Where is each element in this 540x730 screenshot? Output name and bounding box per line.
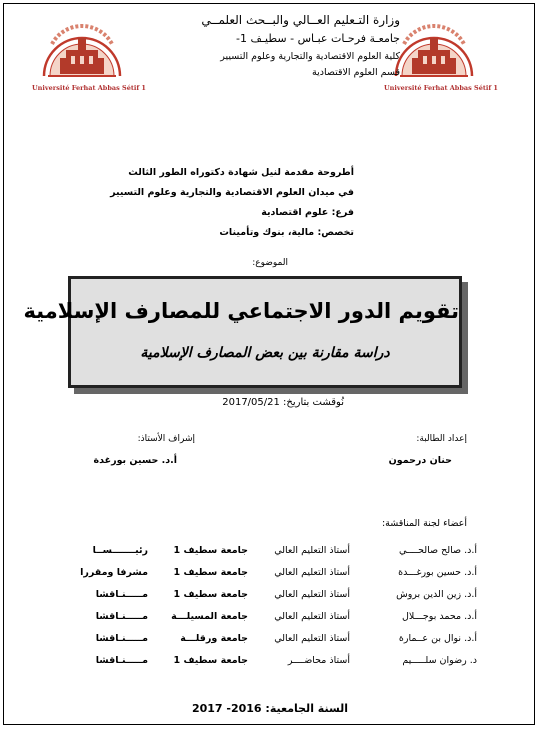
member-rank: أستاذ التعليم العالي xyxy=(274,589,350,600)
committee-row xyxy=(0,567,540,587)
member-role: مـــــنـاقشا xyxy=(95,611,148,622)
thesis-branch: فرع: علوم اقتصادية xyxy=(261,207,354,218)
supervisor-name: أ.د. حسين بورغدة xyxy=(93,455,177,466)
logo-caption: Université Ferhat Abbas Sétif 1 xyxy=(32,84,146,92)
member-institution: جامعة سطيف 1 xyxy=(173,655,248,666)
university-logo-right xyxy=(384,14,498,94)
member-role: مـــــنـاقشا xyxy=(95,655,148,666)
member-name: أ.د. زين الدين بروش xyxy=(396,589,477,600)
thesis-subtitle: دراسة مقارنة بين بعض المصارف الإسلامية xyxy=(140,345,390,361)
thesis-field: في ميدان العلوم الاقتصادية والتجارية وعلوم التسيير xyxy=(110,187,354,198)
thesis-title: تقويم الدور الاجتماعي للمصارف الإسلامية xyxy=(23,299,459,323)
logo-caption: Université Ferhat Abbas Sétif 1 xyxy=(384,84,498,92)
institution-header xyxy=(201,10,400,81)
member-institution: جامعة المسيلـــة xyxy=(171,611,248,622)
member-role: مشرفا ومقررا xyxy=(80,567,148,578)
university-logo-left xyxy=(32,14,146,94)
member-name: أ.د. نوال بن عــمارة xyxy=(398,633,477,644)
prepared-by-label: إعداد الطالبة: xyxy=(416,434,467,444)
defense-date: نُوقشت بتاريخ: 2017/05/21 xyxy=(222,397,344,408)
member-rank: أستاذ التعليم العالي xyxy=(274,545,350,556)
subject-label: الموضوع: xyxy=(252,258,288,268)
committee-row xyxy=(0,589,540,609)
ministry-name: وزارة التـعليم العــالي والبــحث العلمــي xyxy=(201,13,400,27)
member-name: د. رضوان سلـــــيم xyxy=(402,655,477,666)
member-role: مـــــنـاقشا xyxy=(95,589,148,600)
thesis-info xyxy=(110,163,354,243)
academic-year: السنة الجامعية: 2016- 2017 xyxy=(191,702,349,715)
faculty-name: كلية العلوم الاقتصادية والتجارية وعلوم التسيير xyxy=(220,51,400,62)
committee-row xyxy=(0,633,540,653)
member-rank: أستاذ محاضــــر xyxy=(287,655,350,666)
member-name: أ.د. صالح صالحــــي xyxy=(399,545,477,556)
member-institution: جامعة ورقلـــة xyxy=(180,633,248,644)
student-name: حنان درحمون xyxy=(388,455,452,466)
member-rank: أستاذ التعليم العالي xyxy=(274,611,350,622)
member-rank: أستاذ التعليم العالي xyxy=(274,567,350,578)
department-name: قسم العلوم الاقتصادية xyxy=(312,67,400,78)
committee-row xyxy=(0,655,540,675)
thesis-degree: أطروحة مقدمة لنيل شهادة دكتوراه الطور الثالث xyxy=(128,167,354,178)
title-box xyxy=(23,276,462,388)
thesis-specialty: تخصص: مالية، بنوك وتأمينات xyxy=(219,227,354,238)
supervisor-label: إشراف الأستاذ: xyxy=(137,434,195,444)
member-role: رئيـــــــســا xyxy=(92,545,148,556)
member-rank: أستاذ التعليم العالي xyxy=(274,633,350,644)
committee-row xyxy=(0,611,540,631)
member-institution: جامعة سطيف 1 xyxy=(173,545,248,556)
member-name: أ.د. محمد بوجـــلال xyxy=(402,611,477,622)
member-role: مـــــنـاقشا xyxy=(95,633,148,644)
committee-label: أعضاء لجنة المناقشة: xyxy=(381,518,467,529)
university-seal-icon xyxy=(390,14,478,84)
member-institution: جامعة سطيف 1 xyxy=(173,567,248,578)
member-name: أ.د. حسين بورغـــدة xyxy=(398,567,477,578)
university-name: جامعـة فرحـات عبـاس - سطيـف 1- xyxy=(235,32,400,45)
member-institution: جامعة سطيف 1 xyxy=(173,589,248,600)
university-seal-icon xyxy=(38,14,126,84)
committee-row xyxy=(0,545,540,565)
